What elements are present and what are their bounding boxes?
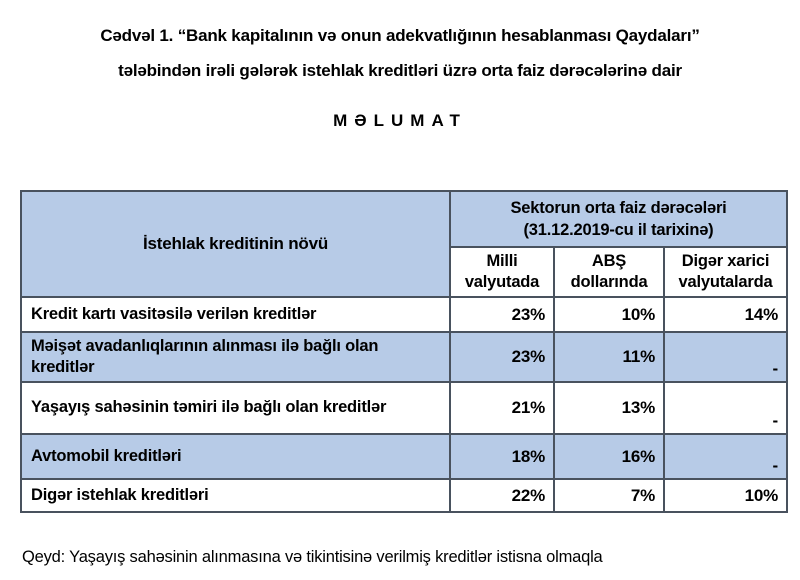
value-usd: 10% (554, 297, 664, 332)
interest-rates-table (20, 190, 788, 513)
value-milli: 18% (450, 434, 554, 479)
table-row-household-appliances (21, 332, 787, 382)
column-group-header (450, 191, 787, 247)
row-label: Məişət avadanlıqlarının alınması ilə bağlı olan kreditlər (21, 332, 450, 382)
column-header-milli-valyutada: Milli valyutada (450, 247, 554, 297)
value-usd: 11% (554, 332, 664, 382)
table-row-auto-loans (21, 434, 787, 479)
document-title-line2: tələbindən irəli gələrək istehlak kreditləri üzrə orta faiz dərəcələrinə dair (118, 61, 682, 80)
value-milli: 22% (450, 479, 554, 512)
row-label: Kredit kartı vasitəsilə verilən kreditlər (21, 297, 450, 332)
value-usd: 16% (554, 434, 664, 479)
value-milli: 23% (450, 297, 554, 332)
value-other: 10% (664, 479, 787, 512)
column-header-abs-dollarinda: ABŞ dollarında (554, 247, 664, 297)
value-milli: 21% (450, 382, 554, 434)
table-header-row-group (21, 191, 787, 247)
column-header-diger-xarici: Digər xarici valyutalarda (664, 247, 787, 297)
column-header-credit-type: İstehlak kreditinin növü (21, 191, 450, 297)
table-row-home-repair (21, 382, 787, 434)
table-row-credit-card (21, 297, 787, 332)
value-other: - (664, 332, 787, 382)
document-heading: MƏLUMAT (333, 111, 467, 130)
value-milli: 23% (450, 332, 554, 382)
value-usd: 7% (554, 479, 664, 512)
group-header-line2: (31.12.2019-cu il tarixinə) (523, 221, 714, 239)
value-other: 14% (664, 297, 787, 332)
group-header-line1: Sektorun orta faiz dərəcələri (510, 198, 727, 217)
row-label: Yaşayış sahəsinin təmiri ilə bağlı olan kreditlər (21, 382, 450, 434)
value-usd: 13% (554, 382, 664, 434)
table-row-other-consumer (21, 479, 787, 512)
row-label: Digər istehlak kreditləri (21, 479, 450, 512)
document-title-line1: Cədvəl 1. “Bank kapitalının və onun adekvatlığının hesablanması Qaydaları” (100, 26, 700, 45)
value-other: - (664, 434, 787, 479)
value-other: - (664, 382, 787, 434)
row-label: Avtomobil kreditləri (21, 434, 450, 479)
footnote: Qeyd: Yaşayış sahəsinin alınmasına və tikintisinə verilmiş kreditlər istisna olmaqla (22, 548, 603, 566)
